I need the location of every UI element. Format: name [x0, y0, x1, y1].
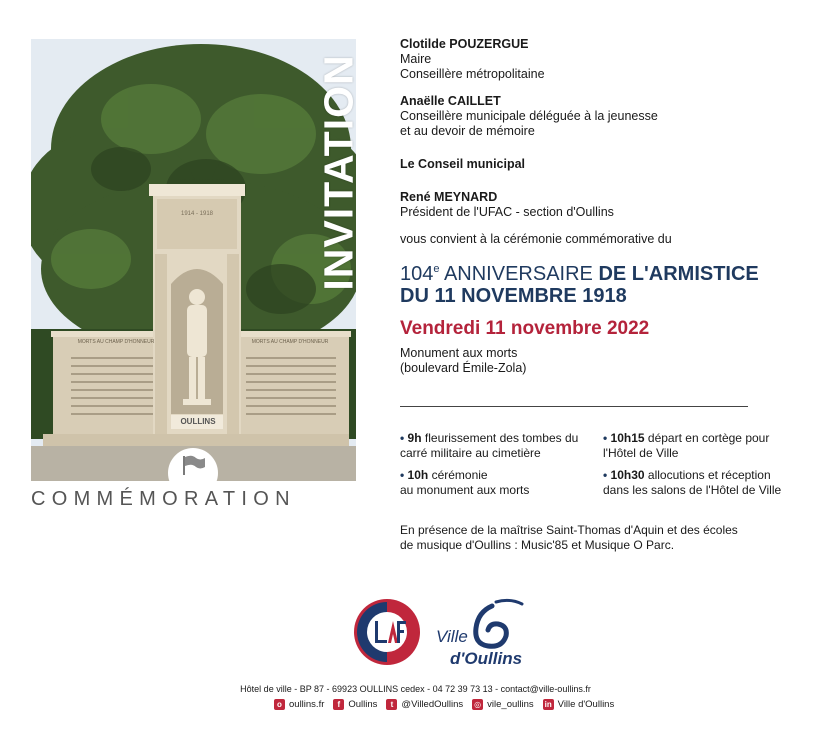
monument-plaque: OULLINS: [180, 417, 216, 426]
linkedin-icon: in: [544, 699, 552, 709]
host-name: Clotilde POUZERGUE: [400, 37, 529, 51]
event-title-bold: DE L'ARMISTICE: [598, 263, 759, 285]
host-name: Le Conseil municipal: [400, 157, 526, 171]
event-ordinal-suffix: e: [433, 263, 440, 275]
ville-logo-line1: Ville: [436, 627, 468, 646]
attendance-note: [400, 523, 800, 553]
ville-oullins-logo: [430, 598, 540, 668]
social-label: Oullins: [348, 699, 378, 710]
schedule-text: fleurissement des tombes du: [421, 431, 579, 445]
ufac-logo-text: UFAC: [387, 664, 390, 665]
social-link-linkedin[interactable]: [543, 699, 615, 710]
schedule-time: 9h: [407, 431, 422, 445]
invitation-vertical-title: INVITATION: [315, 54, 362, 291]
social-link-instagram[interactable]: [472, 699, 533, 710]
schedule-text: au monument aux morts: [400, 483, 530, 497]
bullet: •: [603, 468, 608, 482]
host-role: Conseillère municipale déléguée à la jeunesse: [400, 109, 658, 123]
schedule-item: [400, 431, 600, 461]
schedule-time: 10h: [407, 468, 429, 482]
monument-years: 1914 - 1918: [180, 211, 214, 217]
divider: [400, 406, 748, 407]
flag-icon: [180, 454, 206, 476]
schedule-item: [603, 431, 803, 461]
monument-photo: [31, 39, 356, 481]
social-label: Ville d'Oullins: [557, 699, 615, 710]
ville-logo-line2: d'Oullins: [450, 649, 523, 668]
schedule-item: [603, 468, 818, 498]
bullet: •: [400, 468, 405, 482]
host-entry: [400, 157, 800, 172]
host-entry: [400, 190, 800, 220]
host-entry: [400, 37, 800, 82]
schedule-text: allocutions et réception: [644, 468, 771, 482]
social-label: @VilledOullins: [401, 699, 464, 710]
instagram-icon: ◎: [472, 699, 483, 710]
social-label: vile_oullins: [487, 699, 534, 710]
event-title: [400, 258, 759, 307]
host-name: Anaëlle CAILLET: [400, 94, 501, 108]
place-line: (boulevard Émile-Zola): [400, 361, 527, 375]
footer-address: Hôtel de ville - BP 87 - 69923 OULLINS cedex - 04 72 39 73 13 - contact@ville-oullins.fr: [240, 684, 591, 694]
hosts-list: [400, 37, 800, 246]
event-date: Vendredi 11 novembre 2022: [400, 318, 650, 339]
event-place: [400, 346, 526, 376]
monument-left-inscription: MORTS AU CHAMP D'HONNEUR: [77, 339, 155, 345]
host-role: Conseillère métropolitaine: [400, 67, 545, 81]
social-link-website[interactable]: [274, 699, 324, 710]
host-role: Maire: [400, 52, 432, 66]
host-role: Président de l'UFAC - section d'Oullins: [400, 205, 614, 219]
schedule-text: cérémonie: [428, 468, 488, 482]
social-links: [274, 699, 614, 710]
schedule-text: carré militaire au cimetière: [400, 446, 541, 460]
section-label: COMMÉMORATION: [31, 488, 296, 510]
ufac-logo: [353, 598, 421, 666]
schedule-text: départ en cortège pour: [644, 431, 770, 445]
place-line: Monument aux morts: [400, 346, 518, 360]
host-name: René MEYNARD: [400, 190, 498, 204]
twitter-icon: t: [386, 699, 397, 710]
event-ordinal: 104: [400, 263, 434, 285]
social-link-facebook[interactable]: [333, 699, 377, 710]
event-title-line2: DU 11 NOVEMBRE 1918: [400, 285, 627, 307]
bullet: •: [603, 431, 608, 445]
bullet: •: [400, 431, 405, 445]
schedule-text: dans les salons de l'Hôtel de Ville: [603, 483, 782, 497]
schedule-item: [400, 468, 600, 498]
note-line: de musique d'Oullins : Music'85 et Musique O Parc.: [400, 538, 675, 552]
social-label: oullins.fr: [289, 699, 325, 710]
schedule-text: l'Hôtel de Ville: [603, 446, 679, 460]
social-link-twitter[interactable]: [386, 699, 463, 710]
schedule-time: 10h15: [610, 431, 645, 445]
monument-right-inscription: MORTS AU CHAMP D'HONNEUR: [251, 339, 329, 345]
note-line: En présence de la maîtrise Saint-Thomas d'Aquin et des écoles: [400, 523, 738, 537]
facebook-icon: f: [333, 699, 344, 710]
host-entry: [400, 94, 800, 139]
host-role: et au devoir de mémoire: [400, 124, 535, 138]
event-title-thin: ANNIVERSAIRE: [443, 263, 593, 285]
website-icon: o: [274, 699, 285, 710]
invite-text: vous convient à la cérémonie commémorative du: [400, 232, 672, 246]
schedule-time: 10h30: [610, 468, 645, 482]
monument-illustration: [31, 39, 356, 481]
